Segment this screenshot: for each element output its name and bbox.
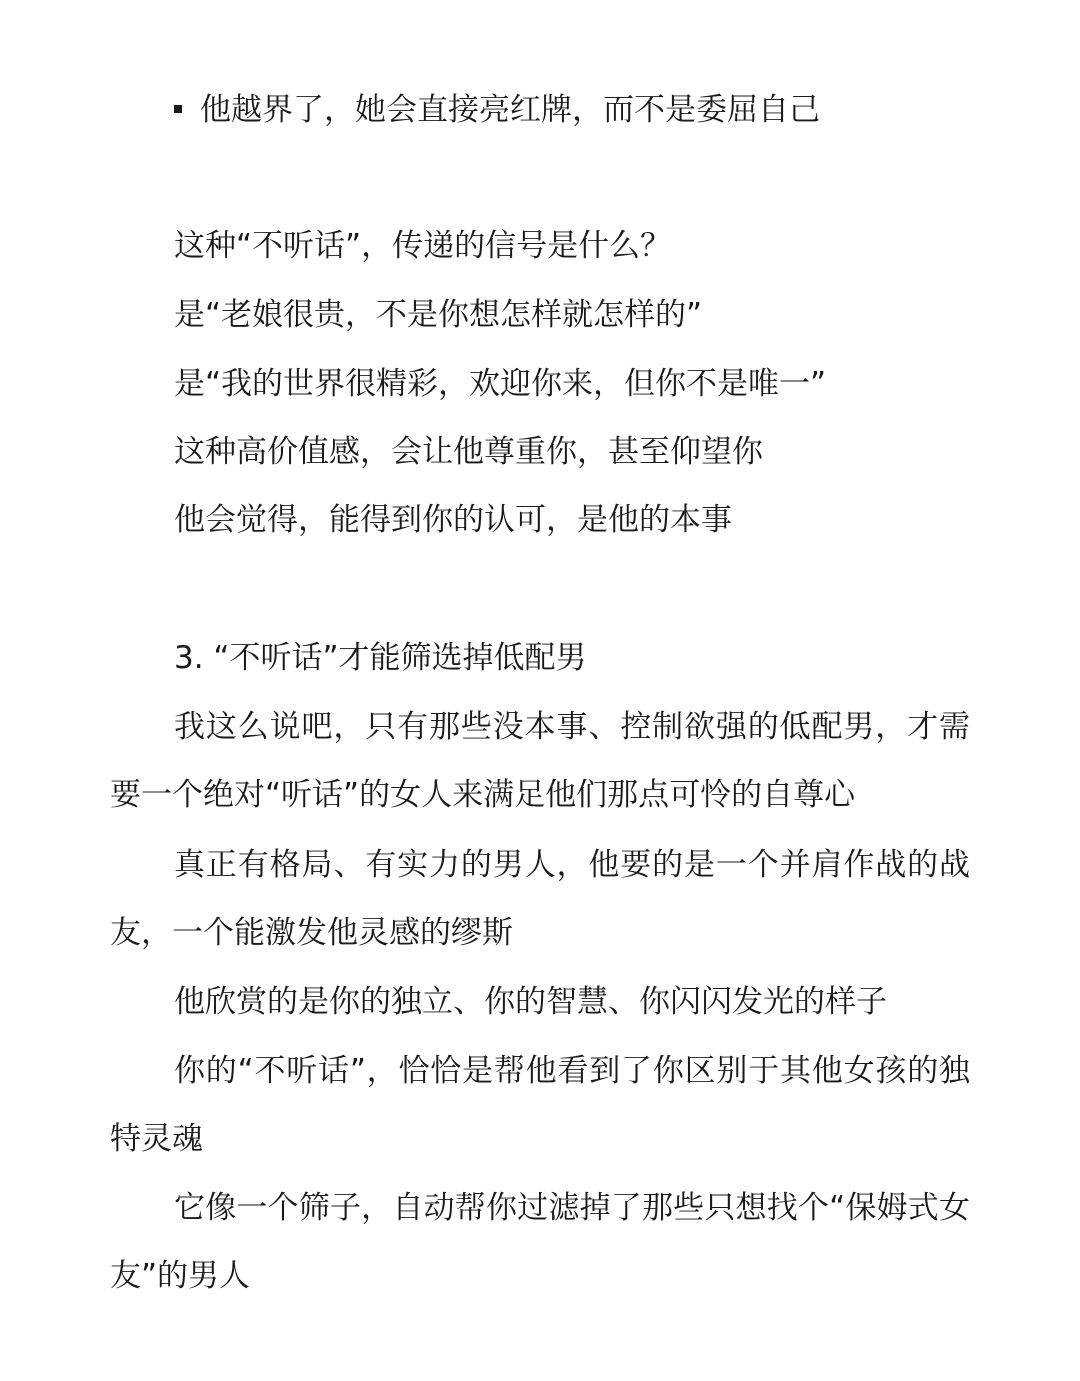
paragraph: 他欣赏的是你的独立、你的智慧、你闪闪发光的样子 [174,984,887,1020]
bullet-item [174,90,820,130]
bullet-text: 他越界了，她会直接亮红牌，而不是委屈自己 [200,92,820,128]
bullet-square-icon [174,105,182,113]
text-line: 是“老娘很贵，不是你想怎样就怎样的” [174,297,703,333]
text-line: 他会觉得，能得到你的认可，是他的本事 [174,502,732,538]
paragraph: 你的“不听话”，恰恰是帮他看到了你区别于其他女孩的独特灵魂 [110,1053,970,1157]
text-line: 这种高价值感，会让他尊重你，甚至仰望你 [174,434,763,470]
text-line: 是“我的世界很精彩，欢迎你来，但你不是唯一” [174,366,827,402]
paragraph: 它像一个筛子，自动帮你过滤掉了那些只想找个“保姆式女友”的男人 [110,1190,970,1294]
text-line: 这种“不听话”，传递的信号是什么？ [174,228,672,264]
paragraph: 我这么说吧，只有那些没本事、控制欲强的低配男，才需要一个绝对“听话”的女人来满足他们那点可怜的自尊心 [110,709,970,813]
paragraph: 真正有格局、有实力的男人，他要的是一个并肩作战的战友，一个能激发他灵感的缪斯 [110,847,970,951]
section-heading: 3. “不听话”才能筛选掉低配男 [174,640,587,676]
